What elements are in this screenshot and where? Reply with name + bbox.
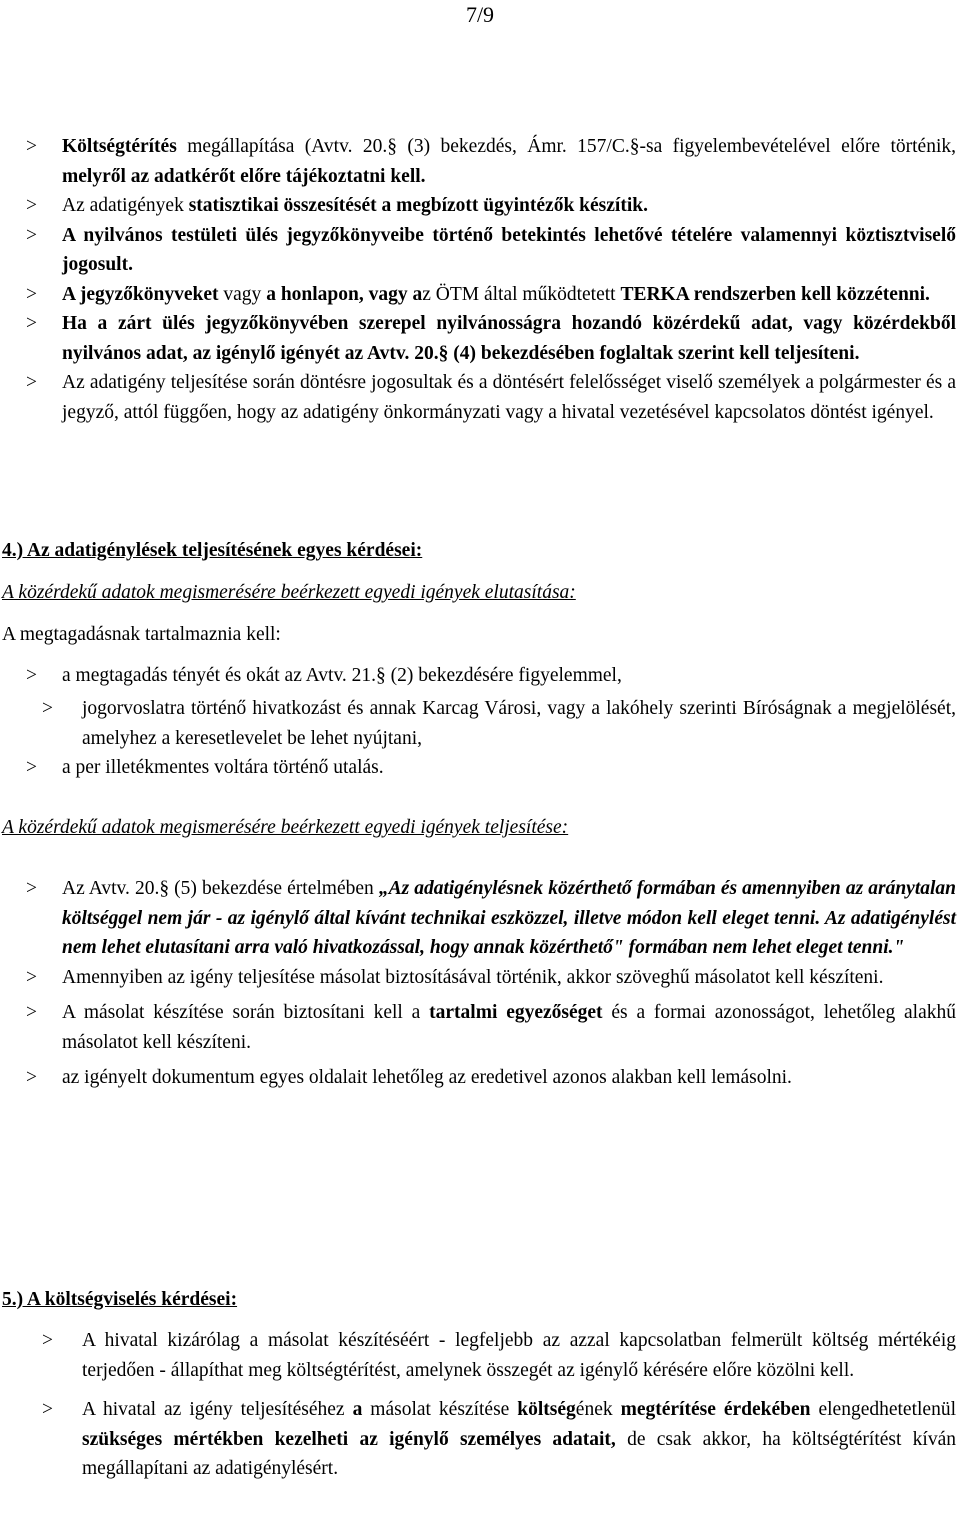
list-item-text-run: ének — [575, 1399, 621, 1420]
list-item-text-run: A hivatal az igény teljesítéséhez — [82, 1399, 353, 1420]
list-item-text-run: szükséges mértékben kezelheti az igénylő személyes adatait, — [82, 1428, 616, 1450]
section-4-subheading-rejection — [0, 578, 960, 608]
bullet-glyph: > — [26, 1002, 37, 1023]
list-item-text-run: de csak akkor, ha költségtérítést kíván megállapítani az adatigénylésért. — [82, 1428, 957, 1479]
list-item-text-run: tartalmi egyezőséget — [429, 1002, 603, 1023]
list-item — [0, 191, 960, 221]
list-item-text-run: TERKA rendszerben kell közzétenni. — [620, 283, 930, 305]
list-item-text-run: z ÖTM által működtetett — [422, 283, 621, 305]
bullet-glyph: > — [26, 136, 37, 157]
list-item — [0, 963, 960, 993]
list-item-text-run: Költségtérítés — [62, 136, 177, 157]
list-item-text-run: „Az adatigénylésnek közérthető formában és amennyiben az aránytalan költséggel nem jár - az igénylő által kívánt technikai eszközzel, illetve módon kell eleget tenni. Az adatigénylést nem lehet elutasítani arra való hivatkozással, hogy annak közérthető" formában nem lehet eleget tenni." — [62, 878, 956, 958]
bullet-glyph: > — [26, 1067, 37, 1088]
list-item-text: a per illetékmentes voltára történő utalás. — [62, 757, 384, 778]
list-item-text-run: a honlapon, vagy a — [266, 283, 423, 305]
bullet-list-procedures — [0, 132, 960, 427]
list-item-text-run: Az adatigény teljesítése során döntésre jogosultak és a döntésért felelősséget viselő személyek a polgármester és a jegyző, attól függően, hogy az adatigény önkormányzati vagy a hivatal vezetésével kapcsolatos döntést igényel. — [62, 372, 956, 423]
bullet-glyph: > — [42, 1330, 53, 1351]
list-item-text-run: Az adatigények — [62, 195, 189, 216]
bullet-glyph: > — [42, 1399, 53, 1420]
section-5 — [0, 1285, 960, 1315]
list-item-text-run: melyről az adatkérőt előre tájékoztatni kell. — [62, 165, 426, 187]
section-4-title: 4.) Az adatigénylések teljesítésének egyes kérdései: — [2, 540, 423, 561]
bullet-glyph: > — [26, 757, 37, 778]
list-item-text-run: költség — [517, 1399, 576, 1420]
bullet-glyph: > — [26, 966, 37, 988]
list-item-text: a megtagadás tényét és okát az Avtv. 21.§ (2) bekezdésére figyelemmel, — [62, 665, 622, 686]
list-item-text-run: Az Avtv. 20.§ (5) bekezdése értelmében — [62, 878, 379, 899]
list-item-text-run: megállapítása (Avtv. 20.§ (3) bekezdés, Ámr. 157/C.§-sa figyelembevételével előre történik, — [176, 136, 956, 157]
list-item — [0, 132, 960, 191]
section-4 — [0, 536, 960, 566]
list-item-text-run: A nyilvános testületi ülés jegyzőkönyveibe történő betekintés lehetővé tételére valamennyi köztisztviselő jogosult. — [62, 224, 956, 275]
list-item-text-run: A jegyzőkönyveket — [62, 283, 219, 305]
list-item — [0, 694, 960, 753]
list-item-text-run: Ha a zárt ülés jegyzőkönyvében szerepel nyilvánosságra hozandó közérdekű adat, vagy közérdekből nyilvános adat, az igénylő igényét az Avtv. 20.§ (4) bekezdésében foglaltak szerint kell teljesíteni. — [62, 313, 956, 364]
rejection-lead-text: A megtagadásnak tartalmaznia kell: — [2, 624, 281, 645]
bullet-list-fulfilment — [0, 874, 960, 1093]
list-item — [0, 1063, 960, 1093]
bullet-list-rejection — [0, 661, 960, 691]
subheading-fulfilment: A közérdekű adatok megismerésére beérkezett egyedi igények teljesítése: — [2, 817, 569, 838]
bullet-glyph: > — [26, 313, 37, 334]
list-item-text-run: és a formai azonosságot, lehetőleg alakhű másolatot kell készíteni. — [62, 1002, 956, 1053]
bullet-glyph: > — [26, 665, 37, 686]
list-item — [0, 1395, 960, 1484]
list-item-text-run: a — [352, 1399, 363, 1420]
list-item-text-run: megtérítése érdekében — [620, 1399, 811, 1420]
list-item-text-run: másolat készítése — [362, 1399, 518, 1420]
bullet-glyph: > — [26, 372, 37, 393]
list-item-text-run: Amennyiben az igény teljesítése másolat biztosításával történik, akkor szöveghű másolatot kell készíteni. — [62, 966, 884, 988]
bullet-list-rejection-3 — [0, 753, 960, 783]
bullet-glyph: > — [42, 698, 53, 719]
list-item-text: jogorvoslatra történő hivatkozást és annak Karcag Városi, vagy a lakóhely szerinti Bíróságnak a megjelölését, amelyhez a keresetlevelet be lehet nyújtani, — [82, 698, 956, 749]
list-item — [0, 280, 960, 310]
section-4-lead — [0, 620, 960, 650]
list-item-text-run: A hivatal kizárólag a másolat készítéséért - legfeljebb az azzal kapcsolatban felmerült költség mértékéig terjedően - állapíthat meg költségtérítést, amelynek összegét az igénylő kérésére előre közölni kell. — [82, 1330, 956, 1381]
list-item — [0, 998, 960, 1057]
section-4-subheading-fulfilment — [0, 813, 960, 843]
bullet-glyph: > — [26, 195, 37, 216]
list-item — [0, 1326, 960, 1385]
list-item-text-run: elengedhetetlenül — [810, 1399, 956, 1420]
list-item — [0, 661, 960, 691]
bullet-glyph: > — [26, 878, 37, 899]
list-item-text-run: A másolat készítése során biztosítani kell a — [62, 1002, 430, 1023]
bullet-list-rejection-2 — [0, 694, 960, 753]
bullet-glyph: > — [26, 224, 37, 246]
bullet-glyph: > — [26, 283, 37, 305]
bullet-list-costs — [0, 1326, 960, 1484]
list-item-text-run: vagy — [218, 283, 267, 305]
list-item — [0, 309, 960, 368]
list-item-text-run: az igényelt dokumentum egyes oldalait lehetőleg az eredetivel azonos alakban kell lemásolni. — [62, 1067, 792, 1088]
page-number: 7/9 — [465, 2, 495, 27]
list-item — [0, 221, 960, 280]
section-5-title: 5.) A költségviselés kérdései: — [2, 1289, 238, 1310]
list-item — [0, 874, 960, 963]
subheading-rejection: A közérdekű adatok megismerésére beérkezett egyedi igények elutasítása: — [2, 582, 576, 603]
list-item — [0, 753, 960, 783]
list-item-text-run: statisztikai összesítését a megbízott ügyintézők készítik. — [188, 195, 648, 216]
list-item — [0, 368, 960, 427]
